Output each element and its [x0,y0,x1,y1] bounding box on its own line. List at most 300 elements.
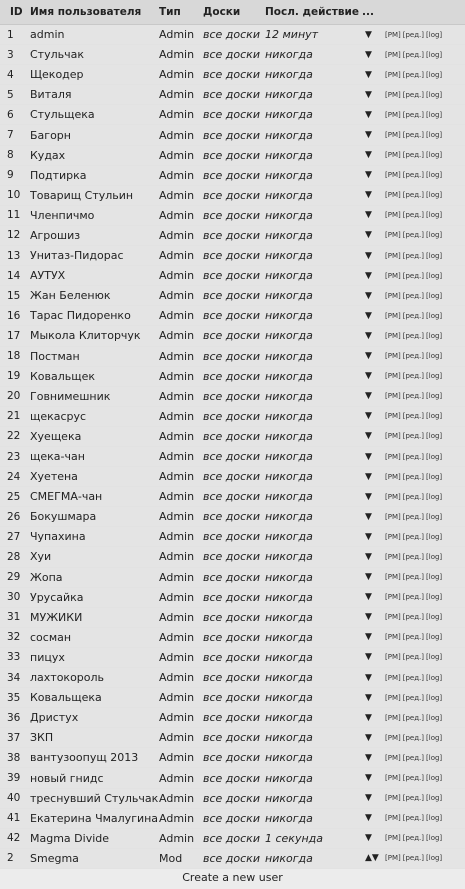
reorder-arrow[interactable]: ▼ [362,246,385,266]
edit-link[interactable]: [ред.] [402,70,425,79]
log-link[interactable]: [log] [426,251,443,260]
reorder-arrow[interactable]: ▼ [362,647,385,667]
pm-link[interactable]: [PM] [385,573,401,582]
username[interactable]: Стульчак [30,45,159,65]
reorder-arrow[interactable]: ▼ [362,386,385,406]
column-header-username[interactable]: Имя пользователя [30,0,159,25]
username[interactable]: Бокушмара [30,507,159,527]
table-row [0,467,465,487]
pm-link[interactable]: [PM] [385,331,401,340]
user-id: 18 [0,346,30,366]
user-boards: все доски [203,426,265,446]
user-boards: все доски [203,527,265,547]
edit-link[interactable]: [ред.] [402,834,425,843]
log-link[interactable]: [log] [426,171,443,180]
log-link[interactable]: [log] [426,753,443,762]
edit-link[interactable]: [ред.] [402,211,425,220]
user-last-action: никогда [265,85,362,105]
username[interactable]: Кудах [30,145,159,165]
log-link[interactable]: [log] [426,70,443,79]
reorder-arrow[interactable]: ▼ [362,627,385,647]
pm-link[interactable]: [PM] [385,191,401,200]
user-boards: все доски [203,728,265,748]
edit-link[interactable]: [ред.] [402,633,425,642]
username[interactable]: АУТУХ [30,266,159,286]
user-action-links [385,85,465,105]
pm-link[interactable]: [PM] [385,532,401,541]
reorder-arrow[interactable]: ▼ [362,406,385,426]
reorder-arrow[interactable]: ▲▼ [362,848,385,868]
log-link[interactable]: [log] [426,110,443,119]
log-link[interactable]: [log] [426,50,443,59]
edit-link[interactable]: [ред.] [402,573,425,582]
log-link[interactable]: [log] [426,573,443,582]
column-header-id[interactable]: ID [0,0,30,25]
user-boards: все доски [203,567,265,587]
user-action-links [385,668,465,688]
pm-link[interactable]: [PM] [385,251,401,260]
table-row [0,668,465,688]
user-last-action: никогда [265,507,362,527]
user-type: Admin [159,587,203,607]
edit-link[interactable]: [ред.] [402,291,425,300]
pm-link[interactable]: [PM] [385,231,401,240]
username[interactable]: Говнимешник [30,386,159,406]
edit-link[interactable]: [ред.] [402,492,425,501]
reorder-arrow[interactable]: ▼ [362,225,385,245]
edit-link[interactable]: [ред.] [402,532,425,541]
reorder-arrow[interactable]: ▼ [362,185,385,205]
reorder-arrow[interactable]: ▼ [362,828,385,848]
username[interactable]: Мыкола Клиторчук [30,326,159,346]
log-link[interactable]: [log] [426,492,443,501]
pm-link[interactable]: [PM] [385,774,401,783]
log-link[interactable]: [log] [426,673,443,682]
log-link[interactable]: [log] [426,211,443,220]
reorder-arrow[interactable]: ▼ [362,25,385,45]
log-link[interactable]: [log] [426,854,443,863]
reorder-arrow[interactable]: ▼ [362,286,385,306]
table-row [0,145,465,165]
username[interactable]: admin [30,25,159,45]
username[interactable]: сосман [30,627,159,647]
edit-link[interactable]: [ред.] [402,372,425,381]
pm-link[interactable]: [PM] [385,492,401,501]
username[interactable]: Smegma [30,848,159,868]
username[interactable]: Хуетена [30,467,159,487]
pm-link[interactable]: [PM] [385,512,401,521]
user-action-links [385,225,465,245]
pm-link[interactable]: [PM] [385,70,401,79]
reorder-arrow[interactable]: ▼ [362,65,385,85]
column-header-actions [385,0,465,25]
user-type: Admin [159,668,203,688]
username[interactable]: СМЕГМА-чан [30,487,159,507]
edit-link[interactable]: [ред.] [402,613,425,622]
username[interactable]: Чупахина [30,527,159,547]
username[interactable]: щекасрус [30,406,159,426]
edit-link[interactable]: [ред.] [402,90,425,99]
reorder-arrow[interactable]: ▼ [362,587,385,607]
edit-link[interactable]: [ред.] [402,432,425,441]
user-action-links [385,246,465,266]
edit-link[interactable]: [ред.] [402,794,425,803]
username[interactable]: треснувший Стульчак [30,788,159,808]
table-row [0,165,465,185]
edit-link[interactable]: [ред.] [402,412,425,421]
reorder-arrow[interactable]: ▼ [362,105,385,125]
table-row [0,607,465,627]
pm-link[interactable]: [PM] [385,412,401,421]
log-link[interactable]: [log] [426,452,443,461]
reorder-arrow[interactable]: ▼ [362,266,385,286]
log-link[interactable]: [log] [426,472,443,481]
user-boards: все доски [203,587,265,607]
user-id: 15 [0,286,30,306]
edit-link[interactable]: [ред.] [402,191,425,200]
edit-link[interactable]: [ред.] [402,331,425,340]
pm-link[interactable]: [PM] [385,854,401,863]
user-id: 21 [0,406,30,426]
column-header-last-action[interactable]: Посл. действие [265,0,362,25]
log-link[interactable]: [log] [426,733,443,742]
log-link[interactable]: [log] [426,834,443,843]
username[interactable]: Хуи [30,547,159,567]
pm-link[interactable]: [PM] [385,834,401,843]
user-id: 19 [0,366,30,386]
username[interactable]: Товарищ Стульин [30,185,159,205]
user-action-links [385,647,465,667]
user-id: 23 [0,446,30,466]
reorder-arrow[interactable]: ▼ [362,426,385,446]
user-last-action: никогда [265,406,362,426]
log-link[interactable]: [log] [426,693,443,702]
reorder-arrow[interactable]: ▼ [362,125,385,145]
table-row [0,45,465,65]
log-link[interactable]: [log] [426,191,443,200]
username[interactable]: Щекодер [30,65,159,85]
reorder-arrow[interactable]: ▼ [362,768,385,788]
user-id: 36 [0,708,30,728]
table-row [0,446,465,466]
username[interactable]: щека-чан [30,446,159,466]
pm-link[interactable]: [PM] [385,452,401,461]
pm-link[interactable]: [PM] [385,151,401,160]
username[interactable]: Хуещека [30,426,159,446]
reorder-arrow[interactable]: ▼ [362,145,385,165]
user-action-links [385,406,465,426]
user-id: 8 [0,145,30,165]
table-row [0,386,465,406]
pm-link[interactable]: [PM] [385,50,401,59]
user-boards: все доски [203,828,265,848]
log-link[interactable]: [log] [426,131,443,140]
user-action-links [385,446,465,466]
user-action-links [385,507,465,527]
user-action-links [385,848,465,868]
edit-link[interactable]: [ред.] [402,653,425,662]
edit-link[interactable]: [ред.] [402,110,425,119]
user-type: Admin [159,165,203,185]
pm-link[interactable]: [PM] [385,472,401,481]
create-user-link[interactable]: Create a new user [182,870,283,884]
user-type: Admin [159,366,203,386]
pm-link[interactable]: [PM] [385,372,401,381]
username[interactable]: ЗКП [30,728,159,748]
pm-link[interactable]: [PM] [385,352,401,361]
edit-link[interactable]: [ред.] [402,131,425,140]
user-boards: все доски [203,346,265,366]
username[interactable]: Членпичмо [30,205,159,225]
pm-link[interactable]: [PM] [385,271,401,280]
reorder-arrow[interactable]: ▼ [362,527,385,547]
user-last-action: никогда [265,808,362,828]
reorder-arrow[interactable]: ▼ [362,45,385,65]
log-link[interactable]: [log] [426,432,443,441]
edit-link[interactable]: [ред.] [402,452,425,461]
user-action-links [385,326,465,346]
pm-link[interactable]: [PM] [385,392,401,401]
user-type: Admin [159,487,203,507]
log-link[interactable]: [log] [426,271,443,280]
pm-link[interactable]: [PM] [385,552,401,561]
log-link[interactable]: [log] [426,653,443,662]
reorder-arrow[interactable]: ▼ [362,708,385,728]
edit-link[interactable]: [ред.] [402,352,425,361]
username[interactable]: Багорн [30,125,159,145]
edit-link[interactable]: [ред.] [402,713,425,722]
user-id: 17 [0,326,30,346]
username[interactable]: Жопа [30,567,159,587]
user-id: 35 [0,688,30,708]
edit-link[interactable]: [ред.] [402,50,425,59]
edit-link[interactable]: [ред.] [402,673,425,682]
reorder-arrow[interactable]: ▼ [362,306,385,326]
table-row [0,65,465,85]
edit-link[interactable]: [ред.] [402,854,425,863]
username[interactable]: Ковальщек [30,366,159,386]
log-link[interactable]: [log] [426,814,443,823]
username[interactable]: Унитаз-Пидорас [30,246,159,266]
username[interactable]: Стульщека [30,105,159,125]
edit-link[interactable]: [ред.] [402,693,425,702]
user-action-links [385,366,465,386]
username[interactable]: вантузоопущ 2013 [30,748,159,768]
pm-link[interactable]: [PM] [385,814,401,823]
log-link[interactable]: [log] [426,552,443,561]
user-last-action: никогда [265,326,362,346]
column-header-type[interactable]: Тип [159,0,203,25]
table-row [0,266,465,286]
reorder-arrow[interactable]: ▼ [362,688,385,708]
pm-link[interactable]: [PM] [385,733,401,742]
log-link[interactable]: [log] [426,412,443,421]
pm-link[interactable]: [PM] [385,110,401,119]
user-type: Admin [159,768,203,788]
edit-link[interactable]: [ред.] [402,552,425,561]
pm-link[interactable]: [PM] [385,131,401,140]
reorder-arrow[interactable]: ▼ [362,205,385,225]
reorder-arrow[interactable]: ▼ [362,567,385,587]
pm-link[interactable]: [PM] [385,432,401,441]
pm-link[interactable]: [PM] [385,311,401,320]
pm-link[interactable]: [PM] [385,653,401,662]
username[interactable]: Жан Беленюк [30,286,159,306]
edit-link[interactable]: [ред.] [402,593,425,602]
user-id: 39 [0,768,30,788]
log-link[interactable]: [log] [426,713,443,722]
edit-link[interactable]: [ред.] [402,392,425,401]
user-action-links [385,386,465,406]
edit-link[interactable]: [ред.] [402,30,425,39]
log-link[interactable]: [log] [426,231,443,240]
log-link[interactable]: [log] [426,352,443,361]
table-row [0,225,465,245]
user-boards: все доски [203,105,265,125]
reorder-arrow[interactable]: ▼ [362,668,385,688]
log-link[interactable]: [log] [426,633,443,642]
pm-link[interactable]: [PM] [385,90,401,99]
reorder-arrow[interactable]: ▼ [362,85,385,105]
username[interactable]: Урусайка [30,587,159,607]
edit-link[interactable]: [ред.] [402,753,425,762]
user-type: Admin [159,507,203,527]
user-last-action: никогда [265,607,362,627]
edit-link[interactable]: [ред.] [402,271,425,280]
username[interactable]: Екатерина Чмалугина [30,808,159,828]
pm-link[interactable]: [PM] [385,291,401,300]
reorder-arrow[interactable]: ▼ [362,507,385,527]
reorder-arrow[interactable]: ▼ [362,446,385,466]
user-boards: все доски [203,788,265,808]
log-link[interactable]: [log] [426,372,443,381]
log-link[interactable]: [log] [426,774,443,783]
edit-link[interactable]: [ред.] [402,311,425,320]
username[interactable]: Magma Divide [30,828,159,848]
edit-link[interactable]: [ред.] [402,171,425,180]
user-id: 4 [0,65,30,85]
table-row [0,85,465,105]
user-action-links [385,306,465,326]
username[interactable]: лахтокороль [30,668,159,688]
reorder-arrow[interactable]: ▼ [362,487,385,507]
user-type: Admin [159,306,203,326]
log-link[interactable]: [log] [426,794,443,803]
pm-link[interactable]: [PM] [385,171,401,180]
edit-link[interactable]: [ред.] [402,151,425,160]
pm-link[interactable]: [PM] [385,753,401,762]
table-row [0,688,465,708]
edit-link[interactable]: [ред.] [402,251,425,260]
reorder-arrow[interactable]: ▼ [362,788,385,808]
log-link[interactable]: [log] [426,593,443,602]
pm-link[interactable]: [PM] [385,613,401,622]
user-last-action: никогда [265,145,362,165]
log-link[interactable]: [log] [426,532,443,541]
log-link[interactable]: [log] [426,291,443,300]
log-link[interactable]: [log] [426,613,443,622]
reorder-arrow[interactable]: ▼ [362,728,385,748]
table-row [0,125,465,145]
reorder-arrow[interactable]: ▼ [362,366,385,386]
user-type: Admin [159,266,203,286]
username[interactable]: МУЖИКИ [30,607,159,627]
table-row [0,708,465,728]
pm-link[interactable]: [PM] [385,593,401,602]
log-link[interactable]: [log] [426,512,443,521]
username[interactable]: Виталя [30,85,159,105]
reorder-arrow[interactable]: ▼ [362,808,385,828]
user-action-links [385,205,465,225]
reorder-arrow[interactable]: ▼ [362,748,385,768]
pm-link[interactable]: [PM] [385,30,401,39]
log-link[interactable]: [log] [426,392,443,401]
reorder-arrow[interactable]: ▼ [362,607,385,627]
edit-link[interactable]: [ред.] [402,733,425,742]
username[interactable]: Дристух [30,708,159,728]
edit-link[interactable]: [ред.] [402,774,425,783]
user-id: 9 [0,165,30,185]
pm-link[interactable]: [PM] [385,794,401,803]
user-action-links [385,708,465,728]
pm-link[interactable]: [PM] [385,673,401,682]
user-type: Admin [159,567,203,587]
user-type: Admin [159,286,203,306]
username[interactable]: Постман [30,346,159,366]
user-last-action: никогда [265,45,362,65]
reorder-arrow[interactable]: ▼ [362,326,385,346]
user-id: 31 [0,607,30,627]
edit-link[interactable]: [ред.] [402,512,425,521]
pm-link[interactable]: [PM] [385,633,401,642]
user-type: Admin [159,406,203,426]
log-link[interactable]: [log] [426,311,443,320]
user-action-links [385,165,465,185]
log-link[interactable]: [log] [426,151,443,160]
username[interactable]: новый гнидс [30,768,159,788]
edit-link[interactable]: [ред.] [402,814,425,823]
user-last-action: никогда [265,105,362,125]
user-id: 6 [0,105,30,125]
user-type: Admin [159,85,203,105]
user-action-links [385,145,465,165]
user-last-action: никогда [265,306,362,326]
edit-link[interactable]: [ред.] [402,231,425,240]
user-boards: все доски [203,386,265,406]
username[interactable]: пицух [30,647,159,667]
edit-link[interactable]: [ред.] [402,472,425,481]
log-link[interactable]: [log] [426,30,443,39]
username[interactable]: Подтирка [30,165,159,185]
username[interactable]: Ковальщека [30,688,159,708]
username[interactable]: Агрошиз [30,225,159,245]
user-type: Admin [159,748,203,768]
pm-link[interactable]: [PM] [385,693,401,702]
reorder-arrow[interactable]: ▼ [362,165,385,185]
pm-link[interactable]: [PM] [385,713,401,722]
column-header-boards[interactable]: Доски [203,0,265,25]
pm-link[interactable]: [PM] [385,211,401,220]
username[interactable]: Тарас Пидоренко [30,306,159,326]
log-link[interactable]: [log] [426,90,443,99]
user-last-action: 12 минут [265,25,362,45]
table-row [0,768,465,788]
reorder-arrow[interactable]: ▼ [362,547,385,567]
reorder-arrow[interactable]: ▼ [362,467,385,487]
reorder-arrow[interactable]: ▼ [362,346,385,366]
user-boards: все доски [203,406,265,426]
log-link[interactable]: [log] [426,331,443,340]
